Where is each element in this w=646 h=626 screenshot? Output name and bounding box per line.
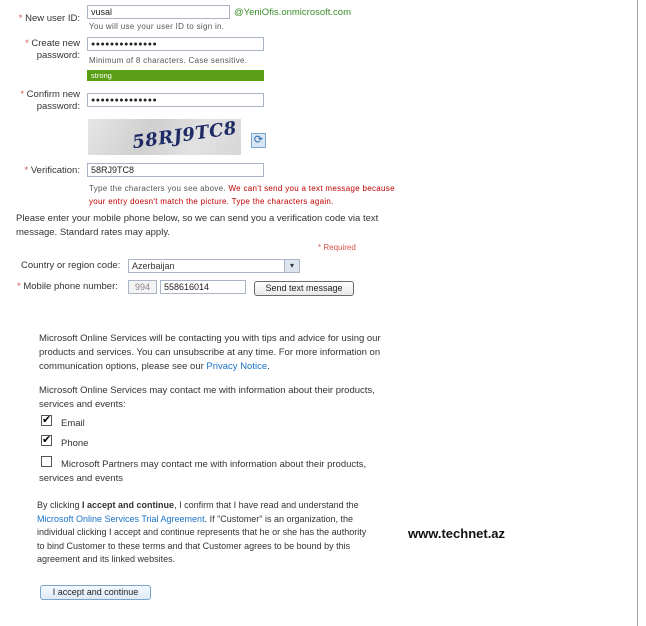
- verification-hint: Type the characters you see above.: [89, 184, 226, 193]
- password-strength-bar: strong: [87, 70, 264, 81]
- trial-agreement-link[interactable]: Microsoft Online Services Trial Agreement: [37, 513, 205, 524]
- verification-label: * Verification:: [24, 165, 80, 176]
- phone-intro: Please enter your mobile phone below, so we can send you a verification code via text message. Standard rates may apply.: [16, 213, 379, 238]
- privacy-notice-link[interactable]: Privacy Notice: [206, 361, 268, 372]
- country-label: Country or region code:: [21, 260, 121, 271]
- phone-number-input[interactable]: 558616014: [160, 280, 246, 294]
- required-note: * Required: [318, 243, 356, 252]
- password-label: * Create new password:: [25, 38, 80, 61]
- confirm-password-label: * Confirm new password:: [20, 89, 80, 112]
- refresh-icon[interactable]: ⟳: [251, 133, 266, 148]
- required-mark: *: [20, 89, 25, 100]
- verification-error: We can't send you a text message because: [228, 184, 395, 193]
- verification-error-2: your entry doesn't match the picture. Type the characters again.: [89, 197, 334, 206]
- domain-suffix: @YeniOfis.onmicrosoft.com: [234, 7, 352, 18]
- user-id-input[interactable]: vusal: [87, 5, 230, 19]
- contact-paragraph: Microsoft Online Services may contact me with information about their products, services and events:: [39, 385, 375, 410]
- page-divider: [637, 0, 638, 626]
- confirm-password-input[interactable]: ●●●●●●●●●●●●●●: [87, 93, 264, 107]
- verification-input[interactable]: 58RJ9TC8: [87, 163, 264, 177]
- accept-and-continue-button[interactable]: I accept and continue: [40, 585, 151, 600]
- required-mark: *: [25, 38, 29, 49]
- agreement-paragraph: By clicking I accept and continue, I confirm that I have read and understand the Microsoft Online Services Trial Agreement. If "Customer" is an organization, the individual clicking I accept and continue represents that he or she has the authority to bind Customer to these terms and that Customer agrees to be bound by this agreement and its linked websites.: [37, 500, 367, 564]
- partners-checkbox-label: Microsoft Partners may contact me with information about their products, services and events: [39, 459, 367, 484]
- password-hint: Minimum of 8 characters. Case sensitive.: [89, 56, 248, 65]
- email-checkbox-label: Email: [61, 418, 85, 429]
- marketing-paragraph: Microsoft Online Services will be contacting you with tips and advice for using our products and services. You can unsubscribe at any time. For more information on communication options, please see our Privacy Notice.: [39, 333, 381, 372]
- send-text-message-button[interactable]: Send text message: [254, 281, 354, 296]
- verification-message: [89, 182, 409, 208]
- email-checkbox[interactable]: ✔: [42, 414, 52, 426]
- chevron-down-icon[interactable]: ▾: [284, 260, 299, 272]
- country-select[interactable]: Azerbaijan ▾: [128, 259, 300, 273]
- phone-code-input: 994: [128, 280, 157, 294]
- required-mark: *: [17, 281, 21, 292]
- captcha-image: [88, 119, 241, 155]
- captcha-text: 58RJ9TC8: [131, 117, 239, 154]
- user-id-label: * New user ID:: [18, 13, 80, 24]
- phone-label: * Mobile phone number:: [17, 281, 118, 292]
- watermark: www.technet.az: [408, 526, 506, 541]
- phone-checkbox[interactable]: ✔: [42, 434, 52, 446]
- required-mark: *: [24, 165, 29, 176]
- phone-checkbox-label: Phone: [61, 438, 89, 449]
- password-input[interactable]: ●●●●●●●●●●●●●●: [87, 37, 264, 51]
- required-mark: *: [18, 13, 23, 24]
- user-id-hint: You will use your user ID to sign in.: [89, 22, 225, 31]
